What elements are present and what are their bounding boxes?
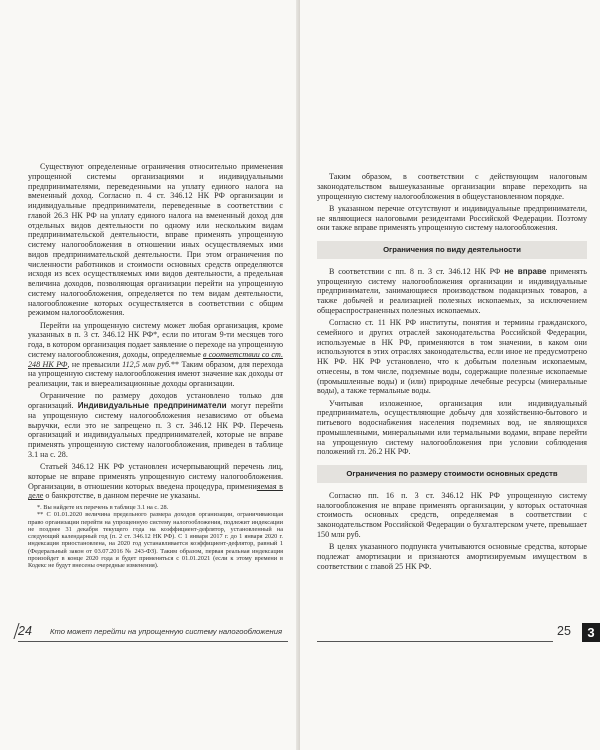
- paragraph: В целях указанного подпункта учитываются основные средства, которые подлежат амортизации и признаются амортизируемым имуществом в соответствии с главой 25 НК РФ.: [317, 542, 587, 571]
- italic-amount: 112,5 млн руб.: [122, 359, 171, 369]
- section-title-activity: Ограничения по виду деятельности: [317, 241, 587, 259]
- paragraph-entrepreneurs: [28, 391, 283, 459]
- text: Перейти на упрощенную систему может любая организация, кроме указанных в п. 3 ст. 346.12 НК РФ*, если по итогам 9-ти месяцев того года, в котором организация подает заявление о переходе на упрощенную систему налогообложения, доходы, определяемые: [28, 320, 283, 359]
- text: , не превысили: [67, 359, 123, 369]
- paragraph: Согласно ст. 11 НК РФ институты, понятия и термины гражданского, семейного и других отраслей законодательства Российской Федерации, используемые в НК РФ, применяются в том значении, в каком они используются в этих отраслях законодательства, если иное не предусмотрено НК РФ. НК РФ установлено, что к добытым полезным ископаемым, отнесены, в том числе, подземные воды, содержащие полезные ископаемые (промышленные воды) и (или) природные лечебные ресурсы (минеральные воды), а также термальные воды.: [317, 318, 587, 396]
- bold-term: не вправе: [504, 266, 547, 276]
- footnote: *. Вы найдете их перечень в таблице 3.1 на с. 28.: [37, 504, 169, 511]
- text: могут перейти на упрощенную систему налогообложения независимо от объема выручки, если это не запрещено п. 3 ст. 346.12 НК РФ. Перечень организаций и индивидуальных предпринимателей, которые не вправе применять упрощенную систему налогообложения, приведен в таблице 3.1 на с. 28.: [28, 401, 283, 459]
- text: Ограничение по размеру доходов установлено только для организаций.: [28, 391, 283, 410]
- left-footer: [18, 624, 288, 640]
- paragraph: Учитывая изложенное, организация или индивидуальный предприниматель, осуществляющие добычу для хозяйственно-бытового и питьевого водоснабжения населения подземных вод, не являющихся промышленными, минеральными или термальными водами, вправе перейти на упрощенную систему налогообложения при условии соблюдения положений гл. 26.2 НК РФ.: [317, 398, 587, 457]
- bold-term: Индивидуальные предприниматели: [77, 401, 227, 410]
- paragraph: Таким образом, в соответствии с действующим налоговым законодательством вышеуказанные организации вправе переходить на упрощенную систему налогообложения в общеустановленном порядке.: [317, 172, 587, 201]
- text: В соответствии с пп. 8 п. 3 ст. 346.12 НК РФ: [329, 266, 505, 276]
- section-title-fixed-assets: Ограничения по размеру стоимости основных средств: [317, 465, 587, 483]
- footer-rule: [317, 641, 553, 642]
- footer-rule: [18, 641, 288, 642]
- paragraph-exhaustive-list: [28, 462, 283, 501]
- paragraph: В указанном перечне отсутствуют и индивидуальные предприниматели, не являющиеся налоговыми резидентами Российской Федерации. Поэтому они также вправе применять упрощенную систему налогообложения.: [317, 203, 587, 233]
- paragraph-prohibition: [317, 267, 587, 316]
- paragraph-income-limit: [28, 321, 283, 389]
- left-page: [0, 0, 298, 750]
- underlined-text: яемая в деле: [28, 481, 283, 501]
- right-footer: [317, 624, 595, 640]
- right-page: [300, 0, 600, 750]
- footnote: ** С 01.01.2020 величина предельного размера доходов организации, ограничивающая право организации перейти на упрощенную систему налогообложения, подлежит индексации не позднее 31 декабря текущего года на коэффициент-дефлятор, установленный на следующий календарный год (п. 2 ст. 346.12 НК РФ). С 1 января 2017 г. до 1 января 2020 г. индексация приостановлена, на 2020 год устанавливается коэффициент-дефлятор, равный 1 (Федеральный закон от 03.07.2016 № 243-ФЗ). Таким образом, первая реальная индексация произойдет в конце 2020 года и будет применяться с 01.01.2021 (если к этому времени в Кодекс не будут внесены очередные изменения).: [28, 511, 283, 570]
- right-text-column: [317, 172, 587, 571]
- page-number: 25: [557, 624, 571, 638]
- left-text-column: [28, 162, 283, 570]
- text: о банкротстве, в данном перечне не указаны.: [43, 491, 201, 501]
- italic-text: в соответствии со ст. 248 НК РФ: [28, 349, 283, 369]
- text: применять упрощенную систему налогообложения организации и индивидуальные предприниматели, занимающиеся производством подакцизных товаров, а также добычей и реализацией полезных ископаемых, за исключением общераспространенных полезных ископаемых.: [317, 266, 587, 315]
- chapter-tab: 3: [582, 623, 600, 642]
- text: ** Таким образом, для перехода на упрощенную систему налогообложения имеют значение как доходы от реализации, так и внереализационные доходы организации.: [28, 359, 283, 388]
- footnotes: [28, 504, 283, 570]
- text: Статьей 346.12 НК РФ установлен исчерпывающий перечень лиц, которые не вправе применять упрощенную систему налогообложения. Организации, в отношении которых введена процедура, примени: [28, 462, 283, 491]
- page-number: 24: [18, 624, 32, 638]
- paragraph: Согласно пп. 16 п. 3 ст. 346.12 НК РФ упрощенную систему налогообложения не вправе применять организации, у которых остаточная стоимость основных средств, определяемая в соответствии с законодательством Российской Федерации о бухгалтерском учете, превышает 150 млн руб.: [317, 490, 587, 539]
- paragraph: Существуют определенные ограничения относительно применения упрощенной системы организациями и индивидуальными предпринимателями, переведенными на уплату единого налога на вмененный доход. Согласно п. 4 ст. 346.12 НК РФ организации и индивидуальные предприниматели, переведенные в соответствии с главой 26.3 НК РФ на уплату единого налога на вмененный доход для отдельных видов деятельности по одному или нескольким видам предпринимательской деятельности, вправе применять упрощенную систему налогообложения в отношении иных осуществляемых ими видов предпринимательской деятельности. При этом ограничения по численности работников и стоимости основных средств определяются исходя из всех осуществляемых ими видов деятельности, а предельная величина доходов, позволяющая организации перейти на упрощенную систему налогообложения, определяется по тем видам деятельности, налогообложение которых осуществляется в соответствии с общим режимом налогообложения.: [28, 162, 283, 318]
- running-head: Кто может перейти на упрощенную систему налогообложения: [50, 627, 283, 636]
